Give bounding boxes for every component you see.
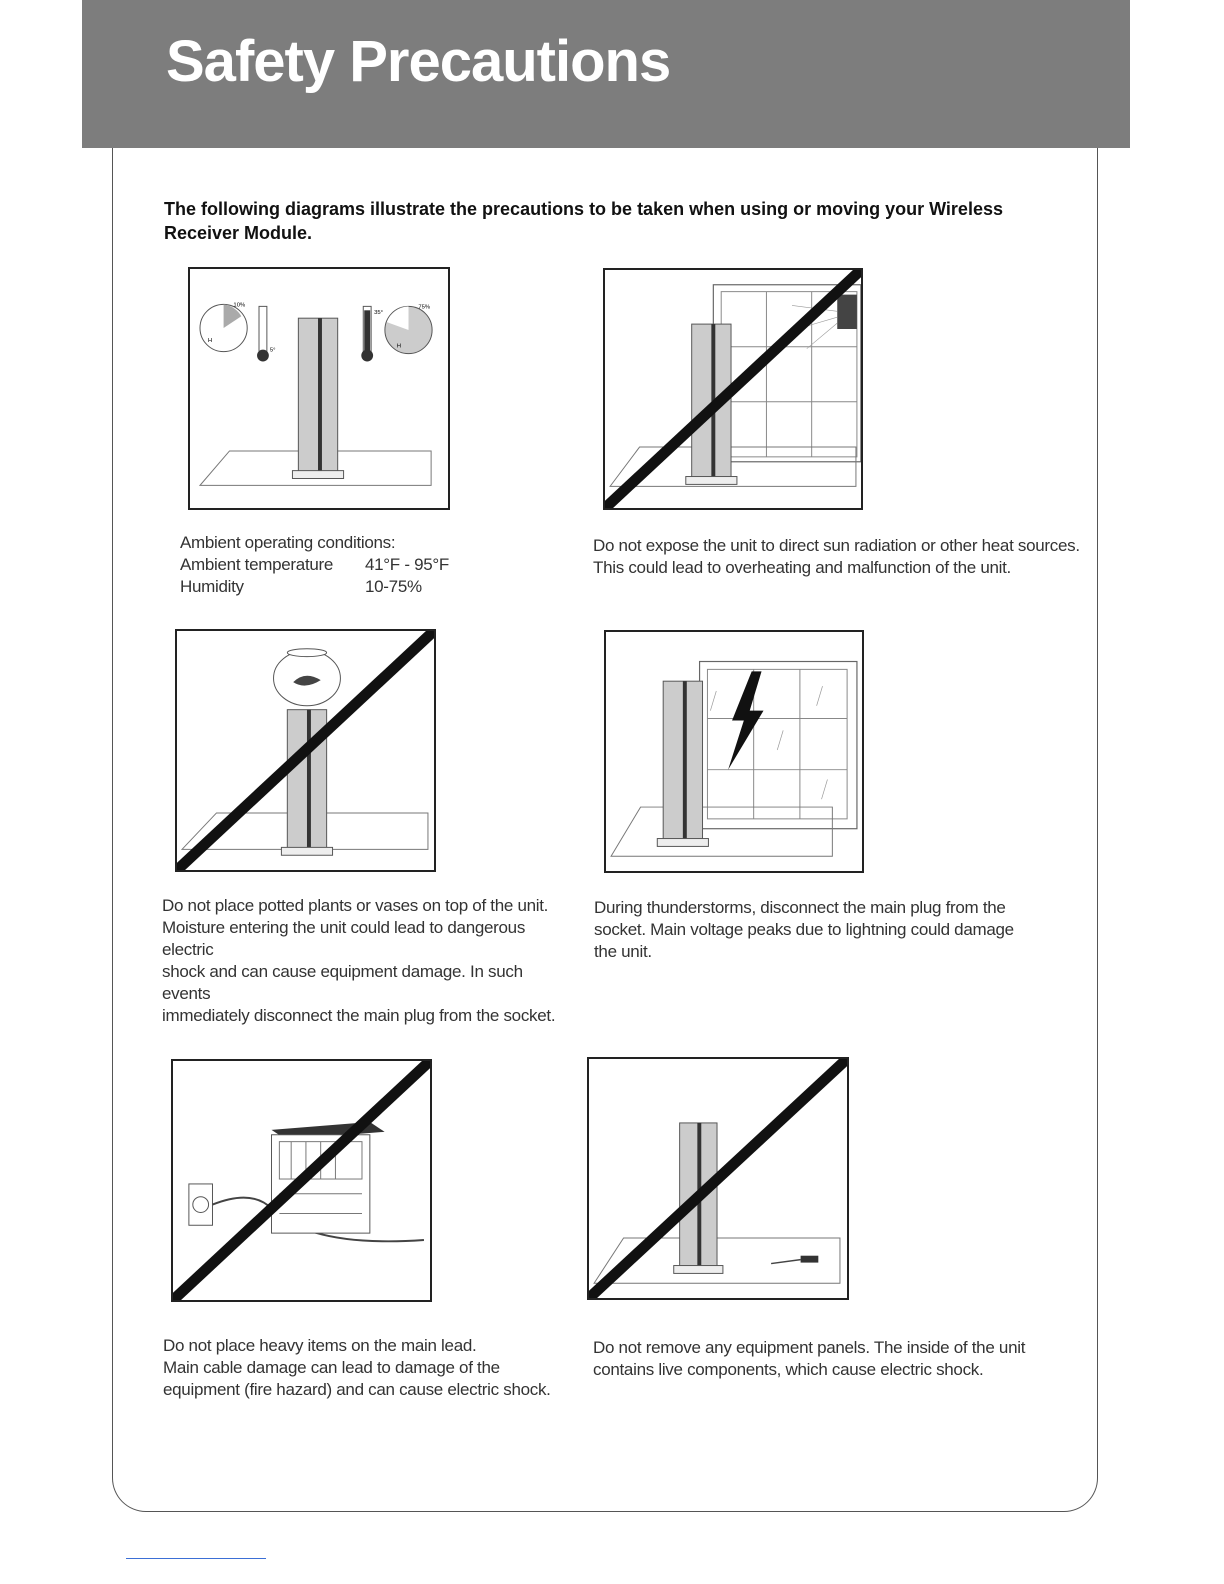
- ambient-temp-value: 41°F - 95°F: [365, 555, 449, 574]
- sun-diagram: [603, 268, 863, 510]
- sun-caption-line2: This could lead to overheating and malfunction of the unit.: [593, 558, 1011, 577]
- lead-caption-line1: Do not place heavy items on the main lead.: [163, 1336, 477, 1355]
- ambient-row-temp: [180, 554, 510, 576]
- lead-caption-line2: Main cable damage can lead to damage of the: [163, 1358, 500, 1377]
- vase-diagram: [175, 629, 436, 872]
- footer-rule: [126, 1558, 266, 1559]
- ambient-diagram: [188, 267, 450, 510]
- storm-caption-line3: the unit.: [594, 942, 652, 961]
- panels-caption: [593, 1337, 1063, 1381]
- storm-diagram: [604, 630, 864, 873]
- ambient-humidity-label: Humidity: [180, 577, 244, 596]
- vase-caption-line1: Do not place potted plants or vases on top of the unit.: [162, 896, 549, 915]
- ambient-temp-label: Ambient temperature: [180, 555, 334, 574]
- ambient-humidity-value: 10-75%: [365, 577, 422, 596]
- intro-text: The following diagrams illustrate the precautions to be taken when using or moving your Wireless Receiver Module.: [164, 199, 1003, 243]
- vase-caption-line4: immediately disconnect the main plug from the socket.: [162, 1006, 556, 1025]
- vase-caption-line3: shock and can cause equipment damage. In such events: [162, 962, 523, 1003]
- panels-diagram: [587, 1057, 849, 1300]
- panels-caption-line2: contains live components, which cause electric shock.: [593, 1360, 984, 1379]
- vase-caption-line2: Moisture entering the unit could lead to dangerous electric: [162, 918, 526, 959]
- panels-caption-line1: Do not remove any equipment panels. The inside of the unit: [593, 1338, 1026, 1357]
- hum-low-label: 10%: [233, 302, 246, 309]
- lead-caption-line3: equipment (fire hazard) and can cause electric shock.: [163, 1380, 551, 1399]
- ambient-caption: [180, 532, 510, 598]
- ambient-row-humidity: [180, 576, 510, 598]
- lead-diagram: [171, 1059, 432, 1302]
- temp-high-label: 35°: [374, 310, 384, 317]
- storm-caption: [594, 897, 1054, 963]
- page-title: Safety Precautions: [166, 29, 671, 94]
- storm-caption-line1: During thunderstorms, disconnect the main plug from the: [594, 898, 1006, 917]
- hum-high-label: 75%: [418, 304, 431, 311]
- hum-low-h-label: H: [207, 337, 213, 344]
- temp-low-label: 5°: [269, 347, 276, 354]
- ambient-heading: Ambient operating conditions:: [180, 533, 396, 552]
- storm-caption-line2: socket. Main voltage peaks due to lightning could damage: [594, 920, 1014, 939]
- hum-high-h-label: H: [396, 343, 401, 350]
- sun-caption-line1: Do not expose the unit to direct sun radiation or other heat sources.: [593, 536, 1080, 555]
- sun-caption: [593, 535, 1083, 579]
- vase-caption: [162, 895, 572, 1027]
- lead-caption: [163, 1335, 573, 1401]
